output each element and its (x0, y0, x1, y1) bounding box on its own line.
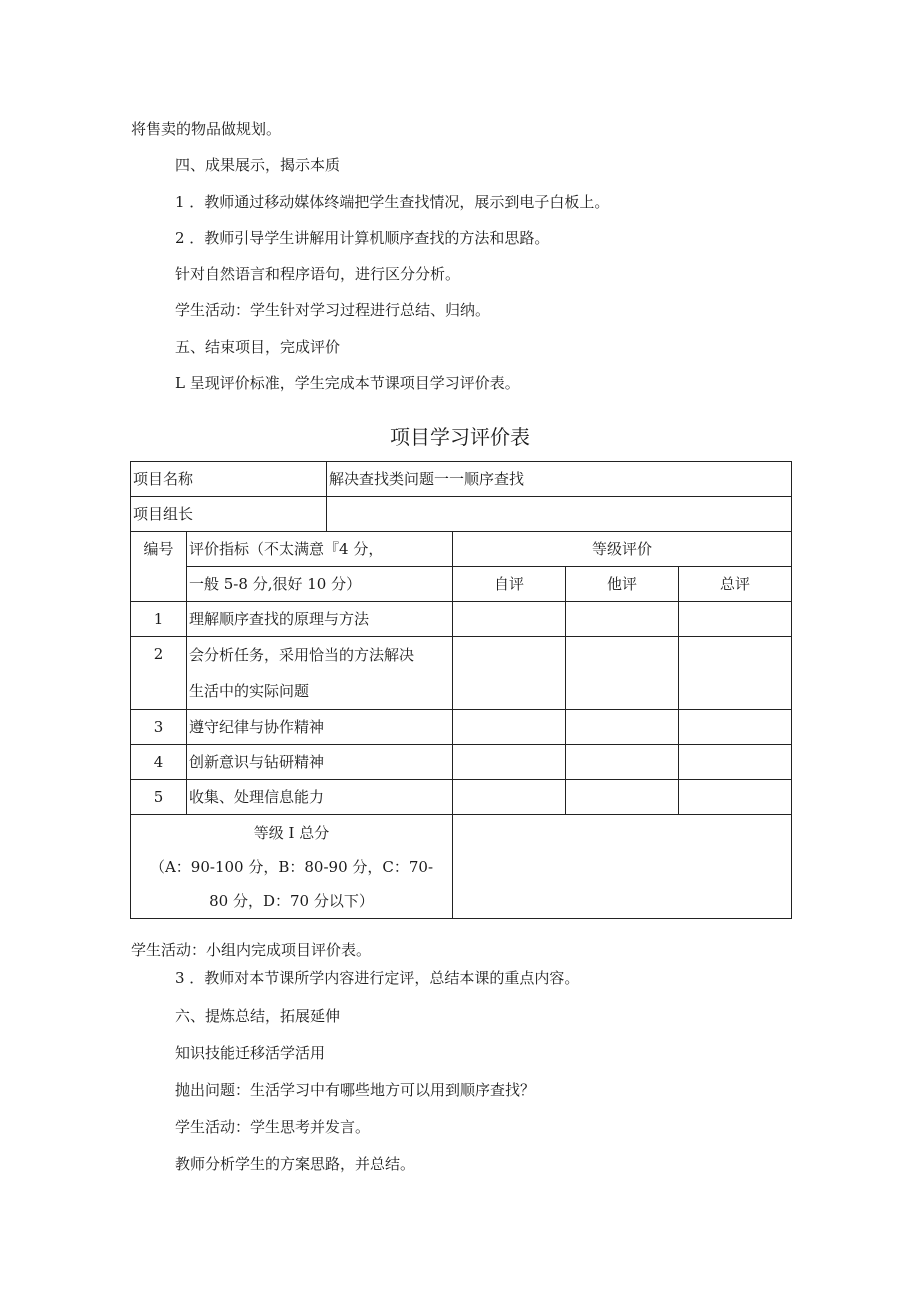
row-self-cell (453, 710, 566, 745)
row-self-cell (453, 780, 566, 815)
table-row (131, 780, 792, 815)
paragraph-student-think: 学生活动：学生思考并发言。 (175, 1118, 371, 1136)
row-indicator-line1: 会分析任务，采用恰当的方法解决 (189, 646, 415, 664)
row-no: 3 (131, 710, 187, 745)
total-row (131, 815, 792, 919)
row-total-cell (679, 637, 792, 710)
paragraph-analysis: 针对自然语言和程序语句，进行区分分析。 (175, 265, 461, 283)
row-total-cell (679, 780, 792, 815)
paragraph-step-1: 1 ．教师通过移动媒体终端把学生查找情况，展示到电子白板上。 (175, 193, 610, 211)
evaluation-table (130, 461, 792, 919)
total-label-line3: 80 分，D：70 分以下） (209, 891, 374, 910)
row-peer-cell (566, 745, 679, 780)
total-value-cell (453, 815, 792, 919)
paragraph-group-activity: 学生活动：小组内完成项目评价表。 (131, 941, 372, 959)
row-no: 4 (131, 745, 187, 780)
heading-five: 五、结束项目，完成评价 (175, 338, 341, 356)
project-name-value: 解决查找类问题一一顺序查找 (327, 462, 792, 497)
header-indicator-line2: 一般 5-8 分,很好 10 分） (187, 567, 453, 602)
row-peer-cell (566, 637, 679, 710)
row-total-cell (679, 602, 792, 637)
row-indicator-line2: 生活中的实际问题 (189, 682, 310, 700)
project-name-label: 项目名称 (131, 462, 327, 497)
row-self-cell (453, 602, 566, 637)
header-peer: 他评 (566, 567, 679, 602)
heading-four: 四、成果展示，揭示本质 (175, 156, 341, 174)
paragraph-1: 将售卖的物品做规划。 (131, 120, 282, 138)
paragraph-step-3: 3 ．教师对本节课所学内容进行定评，总结本课的重点内容。 (175, 969, 580, 987)
header-self: 自评 (453, 567, 566, 602)
header-total: 总评 (679, 567, 792, 602)
paragraph-transfer: 知识技能迁移活学活用 (175, 1044, 326, 1062)
row-indicator: 遵守纪律与协作精神 (187, 710, 453, 745)
row-indicator: 理解顺序查找的原理与方法 (187, 602, 453, 637)
leader-label: 项目组长 (131, 497, 327, 532)
row-peer-cell (566, 602, 679, 637)
row-no: 1 (131, 602, 187, 637)
header-no: 编号 (131, 532, 187, 602)
row-peer-cell (566, 780, 679, 815)
paragraph-evaluation-intro: L 呈现评价标准，学生完成本节课项目学习评价表。 (175, 374, 520, 392)
paragraph-step-2: 2 ．教师引导学生讲解用计算机顺序查找的方法和思路。 (175, 229, 550, 247)
row-total-cell (679, 745, 792, 780)
row-indicator (187, 637, 453, 710)
total-label-line1: 等级 I 总分 (253, 823, 330, 842)
paragraph-student-activity: 学生活动：学生针对学习过程进行总结、归纳。 (175, 301, 491, 319)
row-peer-cell (566, 710, 679, 745)
total-label-line2: （A：90-100 分，B：80-90 分，C：70- (149, 857, 434, 876)
leader-value (327, 497, 792, 532)
table-row (131, 745, 792, 780)
paragraph-question: 抛出问题：生活学习中有哪些地方可以用到顺序查找？ (175, 1081, 536, 1099)
row-no: 2 (131, 637, 187, 710)
paragraph-teacher-summary: 教师分析学生的方案思路，并总结。 (175, 1155, 416, 1173)
row-total-cell (679, 710, 792, 745)
heading-six: 六、提炼总结，拓展延伸 (175, 1007, 341, 1025)
header-indicator-line1: 评价指标（不太满意『4 分， (187, 532, 453, 567)
row-no: 5 (131, 780, 187, 815)
row-indicator: 创新意识与钻研精神 (187, 745, 453, 780)
row-self-cell (453, 637, 566, 710)
total-label (131, 815, 453, 919)
header-grade: 等级评价 (453, 532, 792, 567)
row-self-cell (453, 745, 566, 780)
table-row (131, 602, 792, 637)
row-indicator: 收集、处理信息能力 (187, 780, 453, 815)
table-row (131, 637, 792, 710)
table-row (131, 710, 792, 745)
table-title: 项目学习评价表 (390, 425, 530, 449)
